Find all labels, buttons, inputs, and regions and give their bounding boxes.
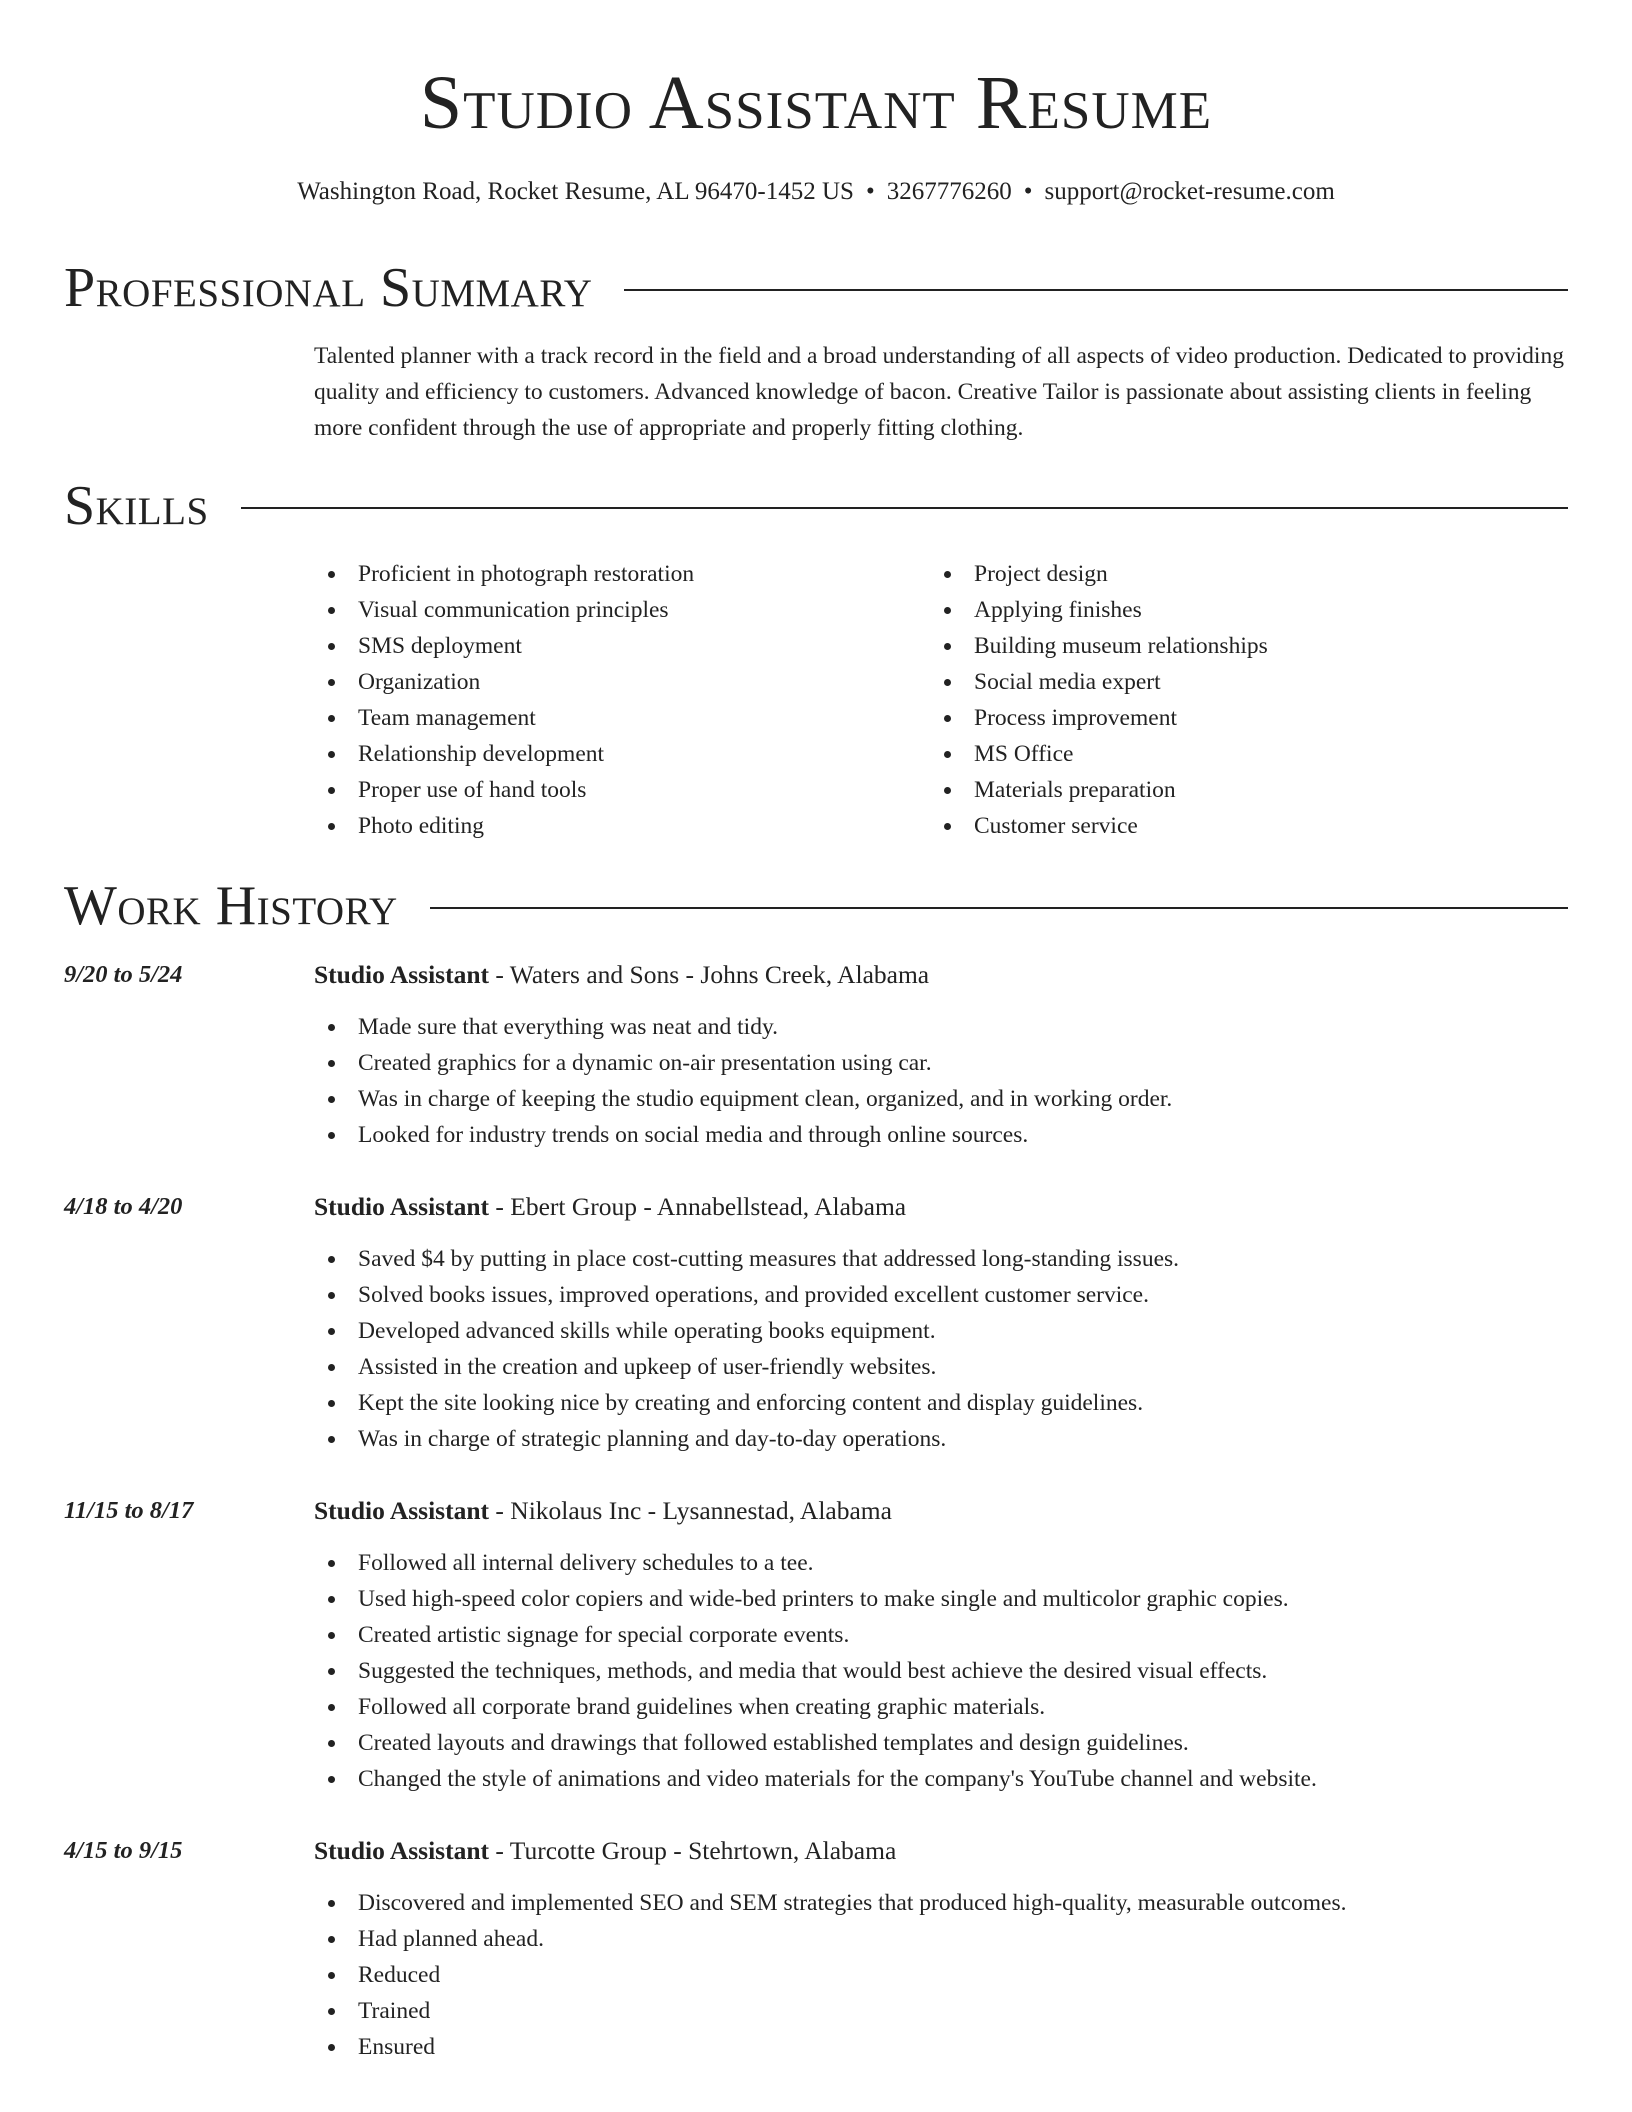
job-bullet: Changed the style of animations and video materials for the company's YouTube channel and website.: [314, 1761, 1568, 1797]
work-section-header: [64, 873, 1568, 939]
job-title-line: [314, 1493, 892, 1529]
skills-list-left: [314, 556, 914, 844]
skill-item: Proper use of hand tools: [314, 772, 914, 808]
skill-item: Organization: [314, 664, 914, 700]
job-bullet: Trained: [314, 1993, 1568, 2029]
skill-item: Social media expert: [930, 664, 1530, 700]
job-details: - Ebert Group - Annabellstead, Alabama: [489, 1192, 907, 1221]
work-heading: Work History: [64, 875, 398, 937]
job-bullets: [314, 1885, 1568, 2065]
job-bullet: Solved books issues, improved operations, and provided excellent customer service.: [314, 1277, 1568, 1313]
contact-phone: 3267776260: [886, 178, 1012, 205]
summary-section-header: [64, 255, 1568, 321]
summary-text: Talented planner with a track record in the field and a broad understanding of all aspects of video production. Dedicated to providing quality and efficiency to customers. Advanced knowledge of bacon. Creative Tailor is passionate about assisting clients in feeling more confident through the use of appropriate and properly fitting clothing.: [314, 343, 1564, 441]
job-dates: 4/18 to 4/20: [64, 1193, 183, 1220]
job-title: Studio Assistant: [314, 1192, 490, 1221]
job-bullet: Discovered and implemented SEO and SEM strategies that produced high-quality, measurable outcomes.: [314, 1885, 1568, 1921]
contact-separator: •: [865, 178, 875, 205]
job-bullet: Created artistic signage for special corporate events.: [314, 1617, 1568, 1653]
resume-title: Studio Assistant Resume: [419, 61, 1213, 145]
skill-item: Team management: [314, 700, 914, 736]
job-title-line: [314, 1189, 906, 1225]
job-bullet: Assisted in the creation and upkeep of user-friendly websites.: [314, 1349, 1568, 1385]
job-details: - Nikolaus Inc - Lysannestad, Alabama: [489, 1496, 892, 1525]
job-bullet: Used high-speed color copiers and wide-bed printers to make single and multicolor graphic copies.: [314, 1581, 1568, 1617]
skills-list-right: [930, 556, 1530, 844]
job-bullet: Suggested the techniques, methods, and media that would best achieve the desired visual effects.: [314, 1653, 1568, 1689]
job-bullet: Was in charge of keeping the studio equipment clean, organized, and in working order.: [314, 1081, 1568, 1117]
section-divider: [430, 907, 1568, 909]
job-bullet: Developed advanced skills while operating books equipment.: [314, 1313, 1568, 1349]
skill-item: Photo editing: [314, 808, 914, 844]
skill-item: SMS deployment: [314, 628, 914, 664]
contact-email: support@rocket-resume.com: [1044, 178, 1335, 205]
skill-item: Building museum relationships: [930, 628, 1530, 664]
skill-item: Relationship development: [314, 736, 914, 772]
job-title: Studio Assistant: [314, 960, 490, 989]
job-bullet: Followed all corporate brand guidelines when creating graphic materials.: [314, 1689, 1568, 1725]
skill-item: Applying finishes: [930, 592, 1530, 628]
skills-section-header: [64, 473, 1568, 539]
job-bullet: Created graphics for a dynamic on-air presentation using car.: [314, 1045, 1568, 1081]
job-details: - Turcotte Group - Stehrtown, Alabama: [489, 1836, 897, 1865]
summary-heading: Professional Summary: [64, 257, 593, 319]
job-bullet: Kept the site looking nice by creating and enforcing content and display guidelines.: [314, 1385, 1568, 1421]
section-divider: [241, 507, 1568, 509]
skill-item: Customer service: [930, 808, 1530, 844]
contact-line: [0, 175, 1632, 209]
job-bullet: Was in charge of strategic planning and day-to-day operations.: [314, 1421, 1568, 1457]
skill-item: Project design: [930, 556, 1530, 592]
job-dates: 4/15 to 9/15: [64, 1837, 183, 1864]
job-bullets: [314, 1545, 1568, 1797]
skill-item: Materials preparation: [930, 772, 1530, 808]
job-details: - Waters and Sons - Johns Creek, Alabama: [489, 960, 930, 989]
job-bullet: Made sure that everything was neat and tidy.: [314, 1009, 1568, 1045]
job-title: Studio Assistant: [314, 1836, 490, 1865]
section-divider: [624, 289, 1568, 291]
job-bullet: Created layouts and drawings that followed established templates and design guidelines.: [314, 1725, 1568, 1761]
job-dates: 11/15 to 8/17: [64, 1497, 194, 1524]
job-bullet: Followed all internal delivery schedules to a tee.: [314, 1545, 1568, 1581]
job-bullet: Ensured: [314, 2029, 1568, 2065]
job-bullet: Looked for industry trends on social media and through online sources.: [314, 1117, 1568, 1153]
skill-item: Visual communication principles: [314, 592, 914, 628]
skill-item: Process improvement: [930, 700, 1530, 736]
skill-item: Proficient in photograph restoration: [314, 556, 914, 592]
skill-item: MS Office: [930, 736, 1530, 772]
job-bullets: [314, 1241, 1568, 1457]
job-bullet: Had planned ahead.: [314, 1921, 1568, 1957]
job-dates: 9/20 to 5/24: [64, 961, 183, 988]
skills-heading: Skills: [64, 475, 209, 537]
job-bullet: Saved $4 by putting in place cost-cutting measures that addressed long-standing issues.: [314, 1241, 1568, 1277]
job-title-line: [314, 957, 929, 993]
contact-separator: •: [1023, 178, 1033, 205]
contact-address: Washington Road, Rocket Resume, AL 96470-1452 US: [297, 178, 854, 205]
job-bullets: [314, 1009, 1568, 1153]
job-title-line: [314, 1833, 896, 1869]
job-title: Studio Assistant: [314, 1496, 490, 1525]
job-bullet: Reduced: [314, 1957, 1568, 1993]
